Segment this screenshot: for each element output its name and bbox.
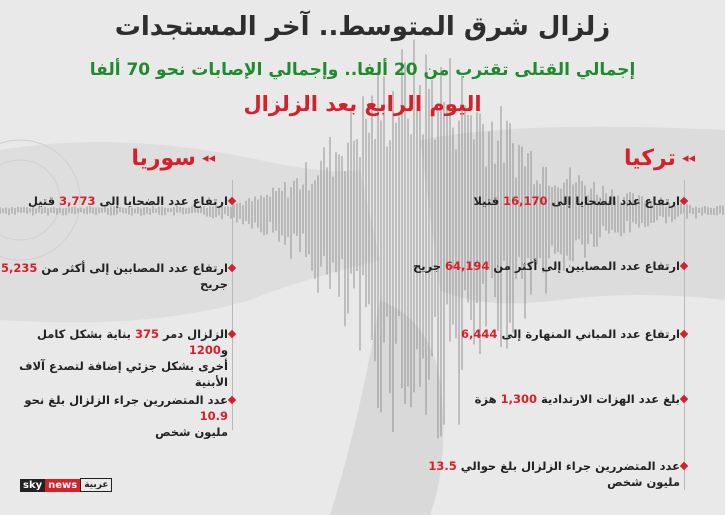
- fact-number: 1,300: [500, 392, 537, 406]
- fact-text: أخرى بشكل جزئي إضافة لتصدع آلاف الأبنية: [19, 359, 228, 389]
- fact-text: جريح: [412, 259, 446, 273]
- sky-news-arabia-logo: [20, 478, 112, 492]
- syria-fact-3: [0, 326, 228, 390]
- logo-sky: sky: [20, 479, 45, 492]
- fact-text: بلغ عدد الهزات الارتدادية: [536, 392, 680, 406]
- logo-news: news: [45, 479, 80, 492]
- syria-fact-1: [28, 193, 228, 209]
- fact-text: بناية بشكل كامل و: [36, 327, 228, 357]
- turkey-fact-5: [428, 458, 680, 490]
- fact-number: 16,170: [503, 194, 548, 208]
- turkey-heading: [624, 146, 695, 171]
- fact-text: الزلزال دمر: [159, 327, 228, 341]
- day-heading: اليوم الرابع بعد الزلزال: [243, 92, 482, 116]
- page-title: زلزال شرق المتوسط.. آخر المستجدات: [114, 12, 611, 42]
- fact-text: ارتفاع عدد الضحايا إلى: [95, 194, 228, 208]
- fact-text: هزة: [474, 392, 501, 406]
- fact-number: 3,773: [59, 194, 96, 208]
- fact-text: مليون شخص: [155, 425, 228, 439]
- page-subtitle: إجمالي القتلى تقترب من 20 ألفا.. وإجمالي الإصابات نحو 70 ألفا: [89, 60, 636, 80]
- fact-text: ارتفاع عدد المصابين إلى أكثر من: [489, 259, 680, 273]
- chevron-left-icon: ◂◂: [681, 151, 695, 166]
- fact-text: مليون شخص: [607, 475, 680, 489]
- turkey-fact-1: [473, 193, 680, 209]
- fact-text: قتيلا: [473, 194, 504, 208]
- syria-fact-2: [0, 260, 228, 292]
- syria-heading: [131, 146, 215, 171]
- fact-number: 6,444: [461, 327, 498, 341]
- turkey-fact-3: [461, 326, 680, 342]
- fact-text: عدد المتضررين جراء الزلزال بلغ نحو: [24, 393, 228, 407]
- fact-text: ارتفاع عدد المصابين إلى أكثر من: [37, 261, 228, 275]
- syria-label: سوريا: [131, 146, 196, 171]
- chevron-left-icon: ◂◂: [201, 151, 215, 166]
- fact-text: قتيل: [27, 194, 60, 208]
- logo-arabic: عربية: [80, 478, 112, 492]
- syria-fact-4: [0, 392, 228, 440]
- fact-text: ارتفاع عدد الضحايا إلى: [547, 194, 680, 208]
- fact-text: جريح: [199, 277, 228, 291]
- turkey-label: تركيا: [623, 146, 676, 171]
- syria-divider: [232, 180, 233, 430]
- fact-number: 375: [134, 327, 159, 341]
- fact-number: 13.5: [428, 459, 457, 473]
- fact-number: 64,194: [445, 259, 490, 273]
- turkey-fact-4: [475, 391, 680, 407]
- fact-text: ارتفاع عدد المباني المنهارة إلى: [497, 327, 680, 341]
- fact-number: 5,235: [1, 261, 38, 275]
- fact-number: 1200: [188, 343, 221, 357]
- fact-text: عدد المتضررين جراء الزلزال بلغ حوالي: [456, 459, 680, 473]
- turkey-fact-2: [413, 258, 680, 274]
- fact-number: 10.9: [199, 409, 228, 423]
